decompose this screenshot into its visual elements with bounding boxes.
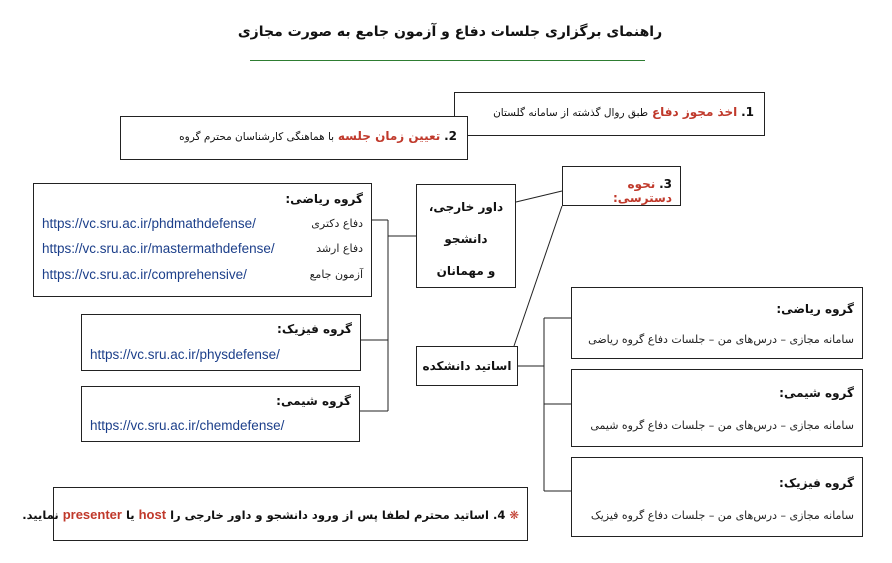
math-url-row-comprehensive [42, 267, 363, 282]
note-presenter: presenter [62, 507, 122, 522]
step1-title: اخذ مجوز دفاع [651, 105, 738, 119]
step2-title: تعیین زمان جلسه [337, 129, 441, 143]
note-or: یا [125, 508, 135, 522]
faculty-math-title: گروه ریاضی: [776, 302, 854, 316]
physics-defense-link[interactable]: https://vc.sru.ac.ir/physdefense/ [90, 347, 280, 362]
note-box [22, 487, 528, 541]
math-url-title: گروه ریاضی: [285, 192, 363, 206]
faculty-physics-title: گروه فیزیک: [779, 476, 854, 490]
physics-url-title: گروه فیزیک: [277, 322, 352, 336]
step2-number: 2. [444, 129, 457, 143]
faculty-math-path: سامانه مجازی – درس‌های من – جلسات دفاع گروه ریاضی [588, 333, 854, 346]
math-url-group [33, 183, 372, 297]
externals-line3: و مهمانان [436, 264, 496, 278]
chem-url-group [81, 386, 360, 442]
externals-line2: دانشجو [444, 232, 488, 246]
step3-title: نحوه دسترسی: [612, 177, 672, 205]
faculty-chem-path: سامانه مجازی – درس‌های من – جلسات دفاع گروه شیمی [590, 419, 854, 432]
page-title: راهنمای برگزاری جلسات دفاع و آزمون جامع به صورت مجازی [237, 24, 663, 40]
note-number: 4. [492, 508, 506, 522]
step1-text: طبق روال گذشته از سامانه گلستان [493, 107, 649, 119]
math-master-link[interactable]: https://vc.sru.ac.ir/mastermathdefense/ [42, 241, 275, 256]
connector-step3-faculty [514, 206, 562, 346]
faculty-label: اساتید دانشکده [422, 359, 512, 373]
note-end: نمایید. [22, 508, 59, 522]
math-comprehensive-label: آزمون جامع [309, 268, 363, 281]
math-url-row-phd [42, 216, 363, 231]
chem-url-title: گروه شیمی: [276, 394, 351, 408]
math-comprehensive-link[interactable]: https://vc.sru.ac.ir/comprehensive/ [42, 267, 247, 282]
math-phd-link[interactable]: https://vc.sru.ac.ir/phdmathdefense/ [42, 216, 256, 231]
faculty-math-group [571, 287, 863, 359]
math-master-label: دفاع ارشد [316, 242, 363, 255]
faculty-physics-group [571, 457, 863, 537]
externals-line1: داور خارجی، [428, 200, 504, 214]
faculty-physics-path: سامانه مجازی – درس‌های من – جلسات دفاع گروه فیزیک [590, 509, 854, 522]
faculty-chem-group [571, 369, 863, 447]
math-url-row-master [42, 241, 363, 256]
physics-url-group [81, 314, 361, 371]
connector-step3-externals [516, 191, 562, 202]
note-text: اساتید محترم لطفا پس از ورود دانشجو و داور خارجی را [170, 508, 489, 522]
step1-number: 1. [741, 105, 754, 119]
chem-defense-link[interactable]: https://vc.sru.ac.ir/chemdefense/ [90, 418, 285, 433]
step3-number: 3. [659, 177, 672, 191]
note-host: host [138, 507, 167, 522]
note-star-icon: ❋ [509, 508, 519, 522]
step2-text: با هماهنگی کارشناسان محترم گروه [179, 131, 335, 143]
faculty-chem-title: گروه شیمی: [779, 386, 854, 400]
math-phd-label: دفاع دکتری [311, 217, 363, 230]
